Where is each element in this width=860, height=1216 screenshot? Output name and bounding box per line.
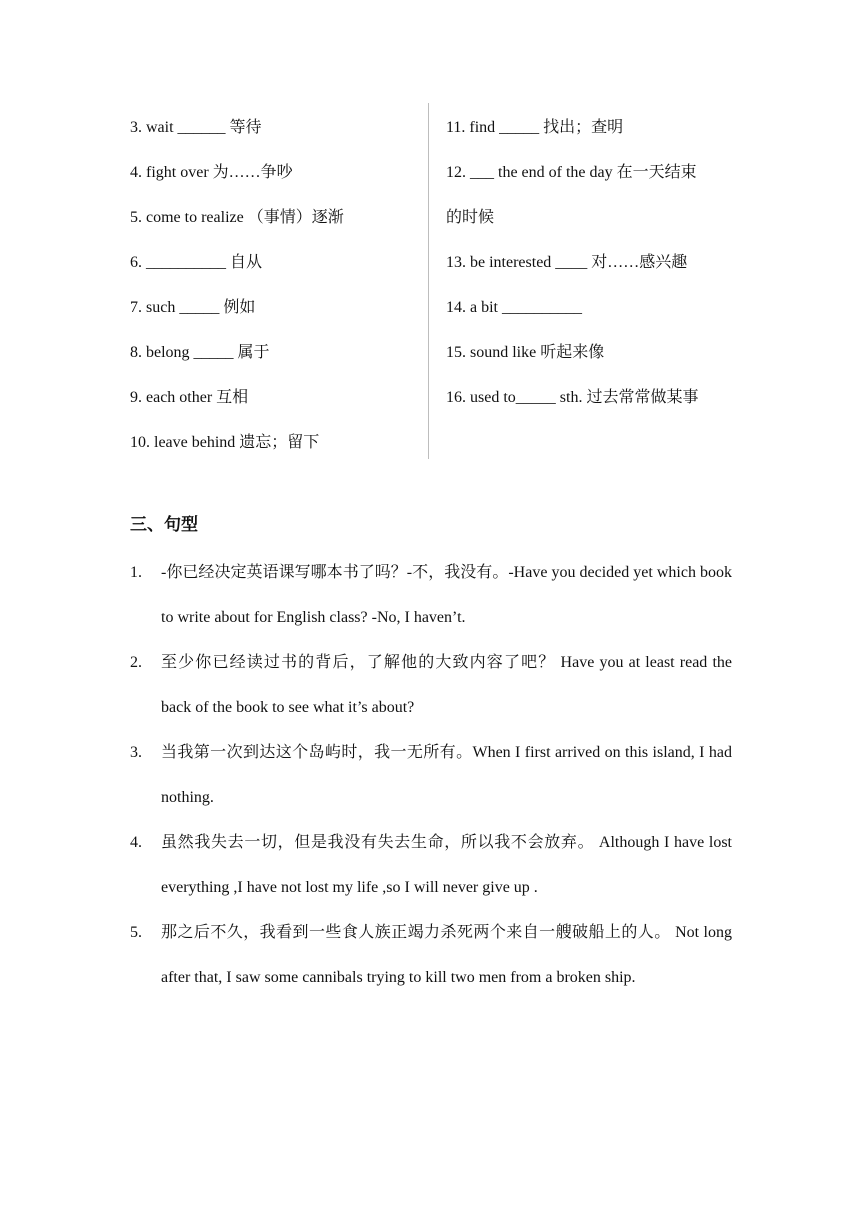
- vocab-item: 14. a bit __________: [446, 299, 582, 316]
- vocab-item: 16. used to_____ sth. 过去常常做某事: [446, 389, 699, 406]
- vocab-item: 10. leave behind 遗忘；留下: [130, 434, 320, 451]
- vocab-item: 5. come to realize （事情）逐渐: [130, 209, 344, 226]
- section-title: 三、句型: [130, 515, 198, 535]
- list-item-number: 2.: [130, 654, 142, 671]
- list-item: [130, 640, 732, 730]
- list-item: [130, 550, 732, 640]
- vocab-item: 13. be interested ____ 对……感兴趣: [446, 254, 688, 271]
- vocab-item-continuation: 的时候: [446, 209, 495, 226]
- column-divider: [428, 103, 429, 459]
- vocab-item: 4. fight over 为……争吵: [130, 164, 293, 181]
- sentence-list: [130, 550, 732, 1000]
- list-item: [130, 820, 732, 910]
- list-item-number: 1.: [130, 564, 142, 581]
- list-item-number: 5.: [130, 924, 142, 941]
- vocab-item: 7. such _____ 例如: [130, 299, 256, 316]
- vocab-column-right: [446, 110, 746, 425]
- vocab-item: 3. wait ______ 等待: [130, 119, 262, 136]
- vocab-item: 12. ___ the end of the day 在一天结束: [446, 164, 697, 181]
- list-item-text: 当我第一次到达这个岛屿时，我一无所有。When I first arrived on this island, I had nothing.: [161, 744, 732, 806]
- vocab-column-left: [130, 110, 420, 470]
- vocab-item: 6. __________ 自从: [130, 254, 263, 271]
- vocab-item: 15. sound like 听起来像: [446, 344, 605, 361]
- list-item-number: 3.: [130, 744, 142, 761]
- list-item-number: 4.: [130, 834, 142, 851]
- vocab-item: 8. belong _____ 属于: [130, 344, 270, 361]
- list-item: [130, 730, 732, 820]
- list-item: [130, 910, 732, 1000]
- list-item-text: 至少你已经读过书的背后，了解他的大致内容了吧？ Have you at least read the back of the book to see what it’s about?: [161, 654, 732, 716]
- vocab-item: 11. find _____ 找出；查明: [446, 119, 624, 136]
- list-item-text: 虽然我失去一切，但是我没有失去生命，所以我不会放弃。 Although I have lost everything ,I have not lost my life ,so I will never give up .: [161, 834, 732, 896]
- list-item-text: -你已经决定英语课写哪本书了吗？-不，我没有。-Have you decided yet which book to write about for English class? -No, I haven’t.: [161, 564, 732, 626]
- vocab-item: 9. each other 互相: [130, 389, 249, 406]
- list-item-text: 那之后不久，我看到一些食人族正竭力杀死两个来自一艘破船上的人。 Not long after that, I saw some cannibals trying to kill two men from a broken ship.: [161, 924, 732, 986]
